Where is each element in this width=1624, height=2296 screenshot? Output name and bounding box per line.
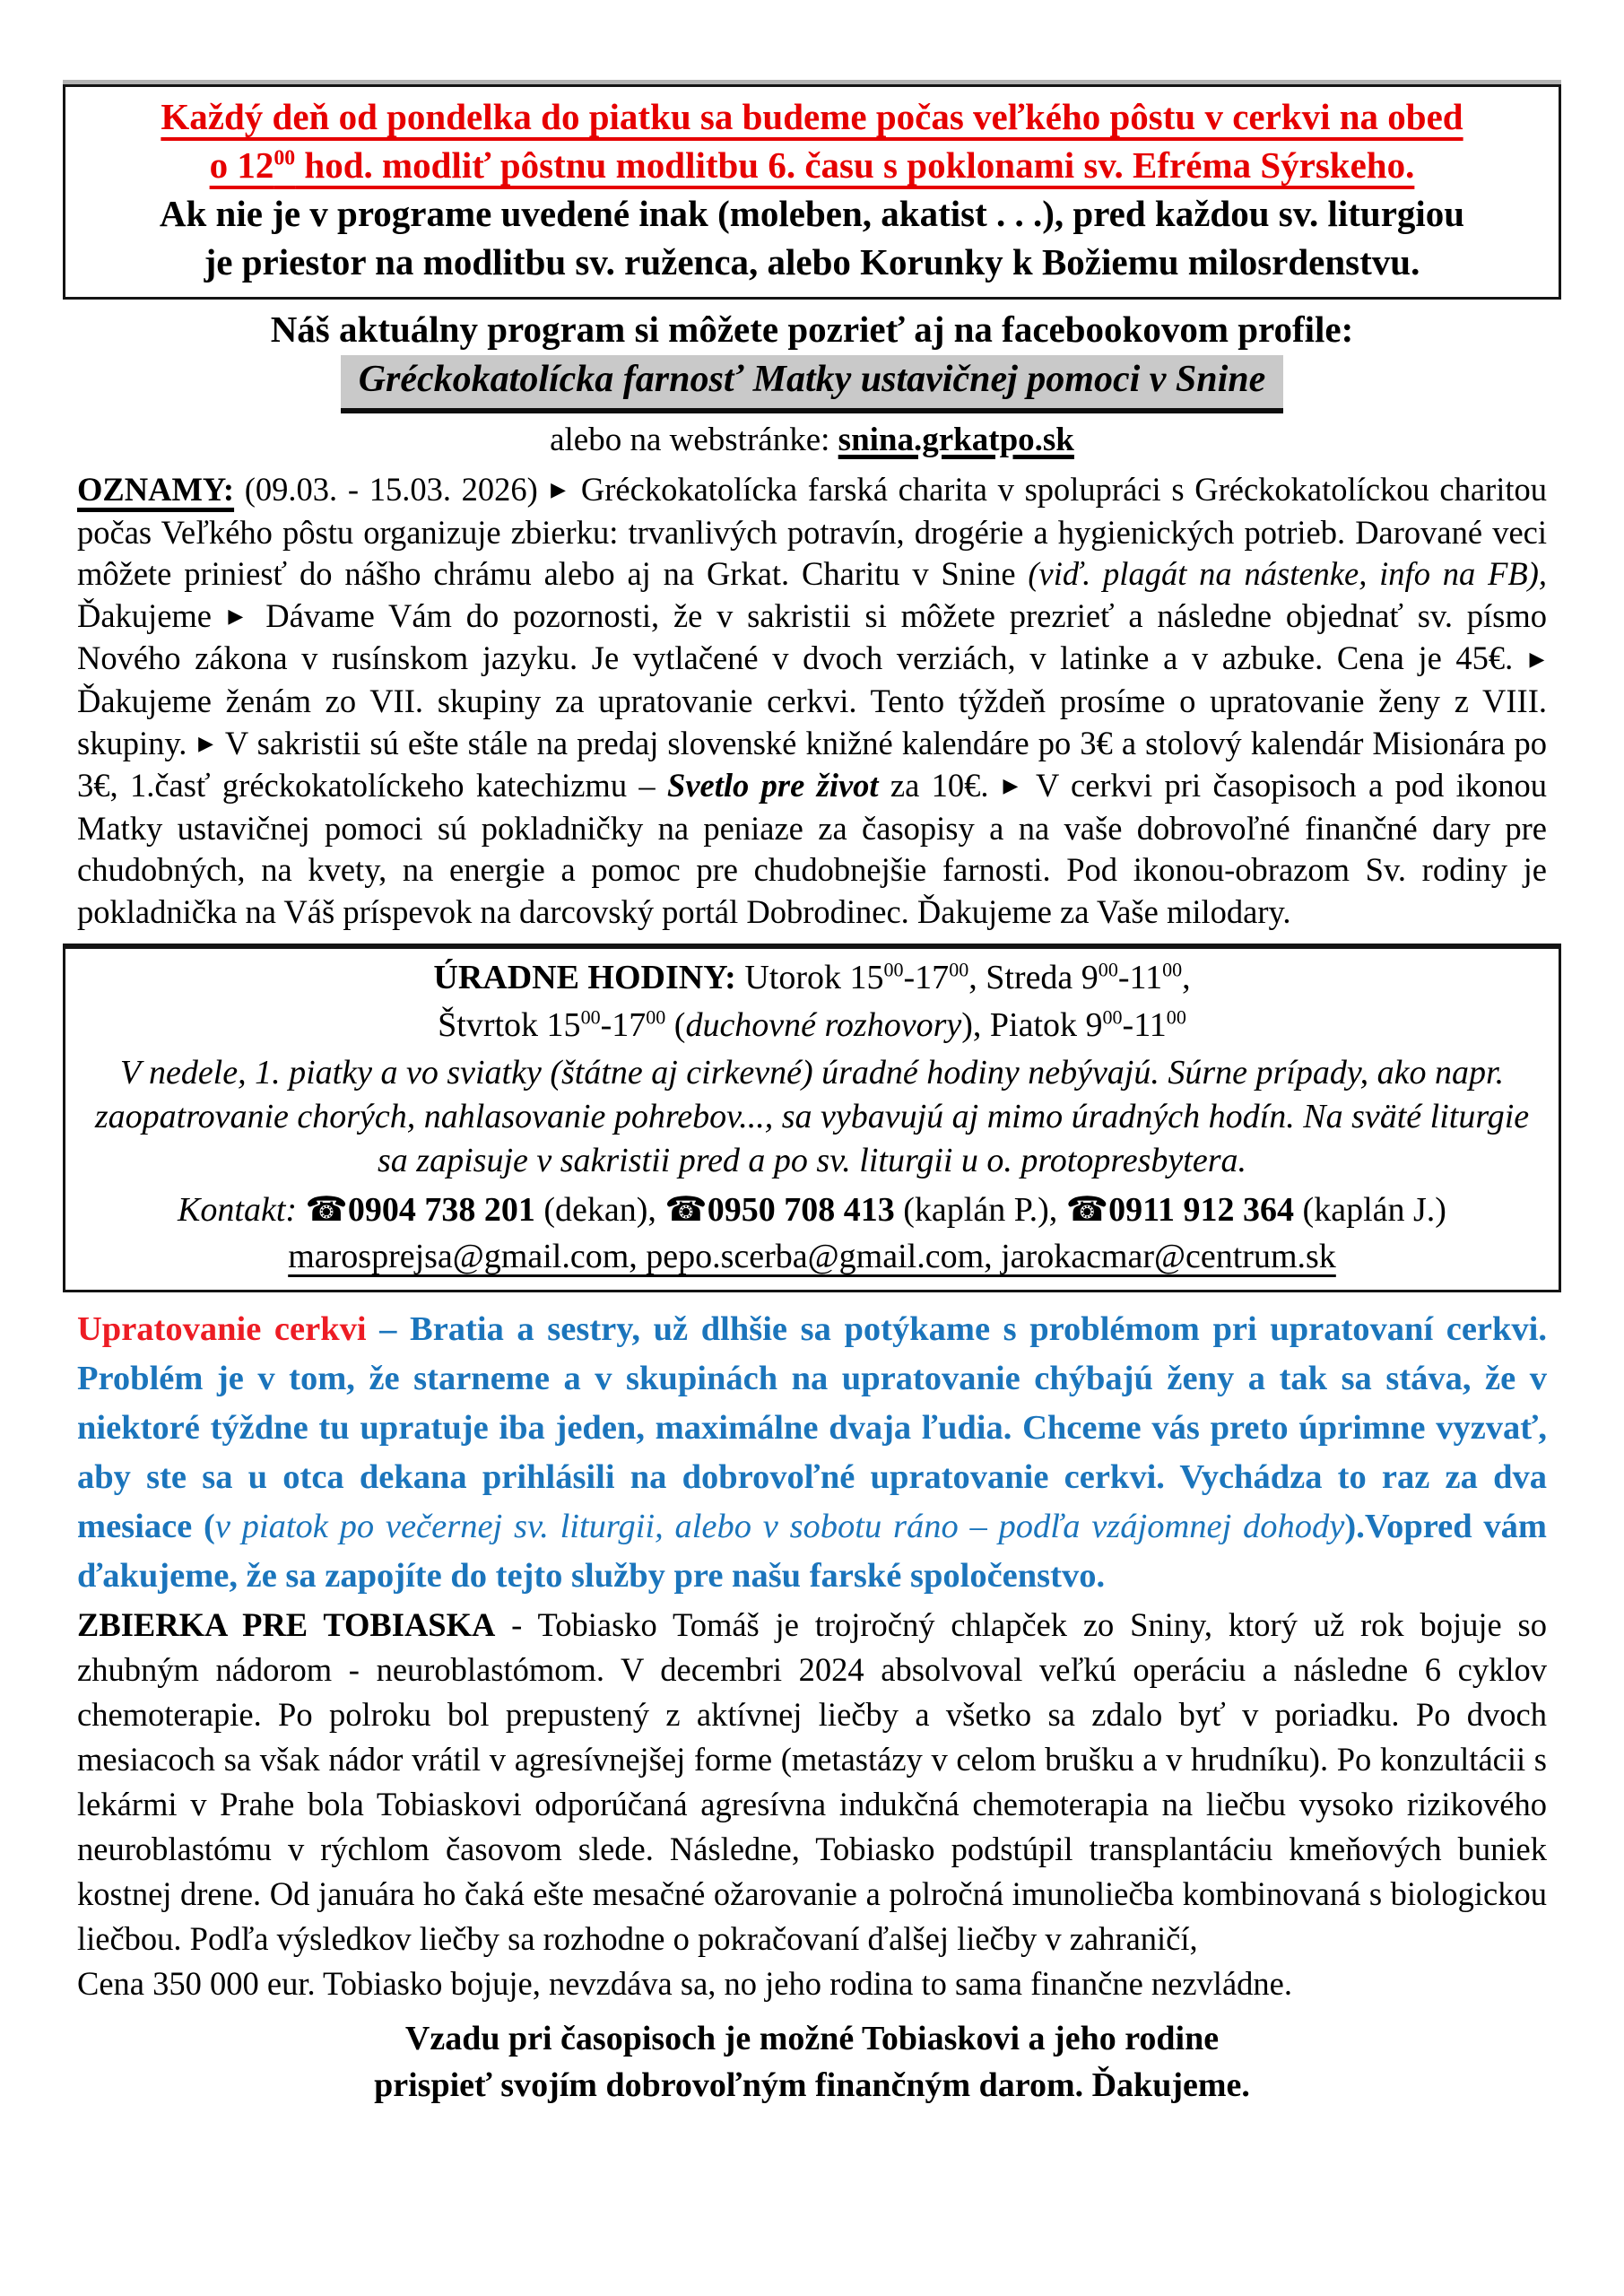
superscript-hours: 00 <box>274 146 296 170</box>
website-line <box>63 421 1561 460</box>
office-hours-box <box>63 944 1561 1292</box>
item-catechism-title: Svetlo pre život <box>667 767 879 804</box>
tobias-body: - Tobiasko Tomáš je trojročný chlapček zo Sniny, ktorý už rok bojuje so zhubným nádorom - neuroblastómom. V decembri 2024 absolvoval veľkú operáciu a následne 6 cyklov chemoterapie. Po polroku bol prepustený z aktívnej liečby a všetko sa zdalo byť v poriadku. Po dvoch mesiacoch sa však nádor vrátil v agresívnejšej forme (metastázy v celom brušku a v hrudníku). Po konzultácii s lekármi v Prahe bola Tobiaskovi odporúčaná agresívna indukčná chemoterapia na liečbu vysoko rizikového neuroblastómu v rýchlom časovom slede. Následne, Tobiasko podstúpil transplantáciu kmeňových buniek kostnej drene. Od januára ho čaká ešte mesačné ožarovanie a polročná imunoliečba kombinovaná s biologickou liečbou. Podľa výsledkov liečby sa rozhodne o pokračovaní ďalšej liečby v zahraničí, <box>77 1606 1547 1958</box>
item-calendars-price: za 10€. <box>878 767 1001 804</box>
lent-notice-line-2 <box>80 141 1544 189</box>
parish-title: Gréckokatolícka farnosť Matky ustavičnej pomoci v Snine <box>341 355 1284 413</box>
superscript-hours: 00 <box>1162 958 1183 981</box>
office-hours-line-1: ÚRADNE HODINY: Utorok $15^{00}-17^{00}$, Streda $9^{00}-11^{00}$, <box>433 958 1191 997</box>
tobias-heading: ZBIERKA PRE TOBIASKA <box>77 1606 496 1644</box>
website-prefix: alebo na webstránke: <box>550 422 838 458</box>
lent-notice-box <box>63 84 1561 300</box>
superscript-hours: 00 <box>1098 958 1118 981</box>
oznamy-label: OZNAMY: <box>77 471 235 508</box>
email-line: marosprejsa@gmail.com, pepo.scerba@gmail.com, jarokacmar@centrum.sk <box>288 1238 1336 1276</box>
arrow-bullet-icon: ▶ <box>1529 648 1545 671</box>
arrow-bullet-icon: ▶ <box>228 604 249 628</box>
contact-line <box>85 1185 1539 1234</box>
announcements-paragraph <box>77 469 1547 933</box>
contact-label: Kontakt: <box>178 1191 306 1230</box>
tobias-price-line: Cena 350 000 eur. Tobiasko bojuje, nevzdáva sa, no jeho rodina to sama finančne nezvládne. <box>77 1965 1292 2003</box>
phone-icon: ☎ <box>1065 1189 1109 1230</box>
parish-title-row <box>63 355 1561 413</box>
superscript-hours: 00 <box>883 958 904 981</box>
website-url: snina.grkatpo.sk <box>838 422 1074 458</box>
superscript-hours: 00 <box>949 958 969 981</box>
office-hours-label: ÚRADNE HODINY: <box>433 959 736 997</box>
arrow-bullet-icon: ▶ <box>551 479 569 502</box>
footer-line-1: Vzadu pri časopisoch je možné Tobiaskovi a jeho rodine <box>404 2020 1220 2058</box>
cleaning-body: – Bratia a sestry, už dlhšie sa potýkame s problémom pri upratovaní cerkvi. Problém je v tom, že starneme a v skupinách na upratovanie chýbajú ženy a tak sa stáva, že v niektoré týždne tu upratuje iba jeden, maximálne dvaja ľudia. Chceme vás preto úprimne vyzvať, aby ste sa u otca dekana prihlásili na dobrovoľné upratovanie cerkvi. Vychádza to raz za dva mesiace ( <box>77 1310 1547 1546</box>
item-charity-collection: Gréckokatolícka farská charita v spolupráci s Gréckokatolíckou charitou počas Veľkého pôstu organizuje zbierku: trvanlivých potravín, drogérie a hygienických potrieb. Darované veci môžete priniesť do nášho chrámu alebo aj na Grkat. Charitu v Snine <box>77 471 1547 593</box>
item-charity-note: (viď. plagát na nástenke, info na FB), <box>1028 555 1547 593</box>
phone-role-1: (dekan), <box>534 1191 665 1230</box>
superscript-hours: 00 <box>1102 1005 1123 1029</box>
superscript-hours: 00 <box>580 1005 601 1029</box>
phone-icon: ☎ <box>305 1189 348 1230</box>
arrow-bullet-icon: ▶ <box>198 732 214 755</box>
item-cleaning-thanks: Ďakujeme ženám zo VII. skupiny za upratovanie cerkvi. Tento týždeň prosíme o upratovanie ženy z VIII. skupiny. <box>77 683 1547 761</box>
facebook-note: Náš aktuálny program si môžete pozrieť aj na facebookovom profile: <box>270 309 1354 350</box>
tobias-paragraph <box>77 1603 1547 2006</box>
superscript-hours: 00 <box>1166 1005 1186 1029</box>
office-hours-note: V nedele, 1. piatky a vo sviatky (štátne aj cirkevné) úradné hodiny nebývajú. Súrne prípady, ako napr. zaopatrovanie chorých, nahlasovanie pohrebov..., sa vybavujú aj mimo úradných hodín. Na sväté liturgie sa zapisuje v sakristii pred a po sv. liturgii u o. protopresbytera. <box>94 1054 1530 1180</box>
lent-notice-line-2-text: o 12 <box>209 144 274 186</box>
cleaning-body-end: ).Vopred vám ďakujeme, že sa zapojíte do tejto služby pre našu farské spoločenstvo. <box>77 1508 1547 1596</box>
phone-number-1: 0904 738 201 <box>347 1191 535 1230</box>
phone-icon: ☎ <box>664 1189 708 1230</box>
superscript-hours: 00 <box>646 1005 666 1029</box>
cleaning-paragraph <box>77 1305 1547 1601</box>
rosary-notice-line-1: Ak nie je v programe uvedené inak (moleben, akatist . . .), pred každou sv. liturgiou <box>159 193 1465 234</box>
rosary-notice-line-2: je priestor na modlitbu sv. ruženca, alebo Korunky k Božiemu milosrdenstvu. <box>204 241 1420 283</box>
cleaning-schedule-note: v piatok po večernej sv. liturgii, alebo v sobotu ráno – podľa vzájomnej dohody <box>214 1508 1345 1546</box>
spiritual-talks-note: duchovné rozhovory <box>685 1006 962 1045</box>
lent-notice-line-1: Každý deň od pondelka do piatku sa budeme počas veľkého pôstu v cerkvi na obed <box>161 96 1463 137</box>
item-calendars: V sakristii sú ešte stále na predaj slovenské knižné kalendáre po 3€ a stolový kalendár Misionára po 3€, 1.časť gréckokatolíckeho katechizmu – <box>77 724 1547 804</box>
oznamy-date-range: (09.03. - 15.03. 2026) <box>234 471 549 508</box>
phone-number-3: 0911 912 364 <box>1108 1191 1295 1230</box>
office-hours-line-2: Štvrtok $15^{00}-17^{00}$ (duchovné rozhovory), Piatok $9^{00}-11^{00}$ <box>438 1005 1186 1045</box>
item-new-testament: Dávame Vám do pozornosti, že v sakristii si môžete prezrieť a následne objednať sv. písmo Nového zákona v rusínskom jazyku. Je vytlačené v dvoch verziách, v latinke a v azbuke. Cena je 45€. <box>77 596 1547 677</box>
phone-role-2: (kaplán P.), <box>894 1191 1066 1230</box>
phone-role-3: (kaplán J.) <box>1294 1191 1446 1230</box>
item-donation-boxes: V cerkvi pri časopisoch a pod ikonou Matky ustavičnej pomoci sú pokladničky na peniaze za časopisy a na vaše dobrovoľné finančné dary pre chudobných, na kvety, na energie a pomoc pre chudobnejšie farnosti. Pod ikonou-obrazom Sv. rodiny je pokladnička na Váš príspevok na darcovský portál Dobrodinec. Ďakujeme za Vaše milodary. <box>77 767 1548 930</box>
lent-notice-line-2-rest: hod. modliť pôstnu modlitbu 6. času s poklonami sv. Efréma Sýrskeho. <box>295 144 1415 186</box>
phone-number-2: 0950 708 413 <box>707 1191 895 1230</box>
item-charity-thanks: Ďakujeme <box>77 596 226 634</box>
cleaning-heading: Upratovanie cerkvi <box>77 1310 367 1349</box>
arrow-bullet-icon: ▶ <box>1003 775 1022 798</box>
footer-line-2: prispieť svojím dobrovoľným finančným darom. Ďakujeme. <box>374 2066 1250 2105</box>
